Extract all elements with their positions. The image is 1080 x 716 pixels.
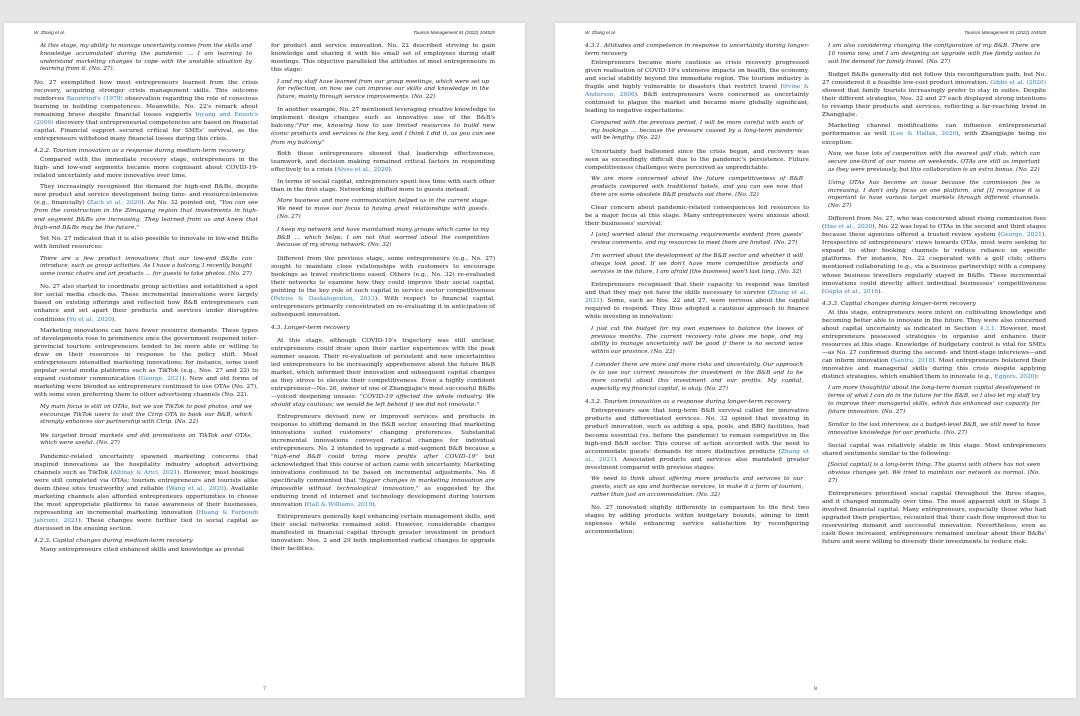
paragraph: Entrepreneurs saw that long-term B&B survival called for innovative products and differentiated services. No. 32 opined that investing in product innovation, such as adding a spa, pools, and BBQ facilities, had become essential (vs. before the pandemic) to remain competitive in the high-end B&B sector. This course of action accorded with the need to accommodate guests' demands for more distinctive products (Zhang et al., 2021). Associated products and services also mandated greater investment compared with previous stages: (585, 408, 809, 471)
citation-link[interactable]: Huang & Farboudi Jahromi, 2021 (34, 509, 258, 524)
paragraph: No. 27 also started to coordinate group activities and established a spot for social media check-ins. These incremental innovations were largely based on existing offerings and reflected how B&B entrepreneurs can enhance and set apart their products and services under disruptive conditions (Yu et al., 2020). (34, 284, 258, 323)
quote: Using OTAs has become an issue because the commission fee is increasing. I don't only focus on one platform, and [I] recognise it is important to have various target markets through different channels. (No. 27) (828, 179, 1040, 210)
quote: I am more thoughtful about the long-term human capital development in terms of what I can do in the future for the B&B, so I also let my staff try to improve their managerial skills, which has enhanced our capacity for future innovation. (No. 27) (828, 385, 1040, 415)
paragraph: for product and service innovation. No. 22 described striving to gain knowledge and sharing it with his small set of employees during staff meetings. This objective paralleled the attitudes of most entrepreneurs in this stage: (271, 43, 495, 74)
citation-link[interactable]: 4.3.1 (979, 325, 995, 332)
paragraph: Entrepreneurs devised new or improved services and products in response to shifting demand in the B&B sector, ensuring that marketing innovations suited customers' changing preferences. Substantial incremental innovations conveyed radical changes for individual entrepreneurs. No. 2 intended to upgrade a mid-segment B&B because a "high-end B&B could bring more profits after COVID-19" but acknowledged that this course of action came with uncertainty. Marketing innovations continued to be based on incremental adjustments. No. 8 specifically commented that "bigger changes in marketing innovation are impossible without technological innovation," as suggested by the enduring trend of internet and technology development during tourism innovation (Hall & Williams, 2019). (271, 413, 495, 509)
page-7 (4, 23, 525, 698)
paragraph: Many entrepreneurs cited enhanced skills and knowledge as pivotal (40, 546, 244, 553)
paragraph: Marketing innovations can have fewer resource demands. These types of developments rose to prominence once the government reopened inter-provincial tourism: entrepreneurs tended to be more able or willing to draw on their resources in response to the policy shift. Most entrepreneurs intensified marketing innovations; for instance, some used popular social media platforms such as TikTok (e.g., Nos. 27 and 22) to expand customer communication (George, 2021). New and old forms of marketing were blended as entrepreneurs continued to use OTAs (No. 27), with some even preferring them to other advertising channels (No. 22). (34, 328, 258, 399)
quote: I [am] worried about the increasing requirements evident from guests' review comments, and my resources to meet them are limited. (No. 27) (591, 232, 803, 247)
citation-link[interactable]: Gupta et al., 2016 (824, 288, 879, 295)
citation-link[interactable]: George, 2021 (140, 376, 183, 383)
running-header (34, 30, 495, 40)
paragraph: Different from the previous stage, some entrepreneurs (e.g., No. 27) sought to maintain close relationships with customers to encourage bookings as travel restrictions eased. Others (e.g., No. 32) re-evaluated their networks to examine how they could improve their social capital, pointing to the key role of such capital in service sector competitiveness (Petrou & Daskalopoulou, 2013). With respect to financial capital, entrepreneurs primarily concentrated on re-evaluating it in anticipation of subsequent innovation. (271, 255, 495, 318)
citation-link[interactable]: Hall & Williams, 2019 (306, 502, 373, 509)
section-heading: 4.3. Longer-term recovery (271, 324, 350, 331)
quote: Compared with the previous period, I will be more careful with each of my bookings … because the pressure caused by a long-term pandemic will be lengthy. (No. 22) (591, 119, 803, 142)
paragraph: Clear concern about pandemic-related consequences led resources to be a major focus at this stage. Many entrepreneurs were anxious about their businesses' survival: (585, 204, 809, 227)
section-heading: 4.2.2. Tourism innovation as a response during medium-term recovery (34, 147, 245, 154)
paragraph: Both these entrepreneurs showed that leadership effectiveness, teamwork, and decision making remained critical factors in responding effectively to a crisis (Alves et al., 2020). (271, 151, 495, 174)
paragraph: In another example, No. 27 mentioned leveraging creative knowledge to implement design changes such as innovative use of the B&B's balcony:"For me, knowing how to use limited resources to build new iconic products and services is the key, and I think I did it, as you can see from my balcony." (271, 107, 495, 146)
paragraph: Uncertainty had ballooned since the crisis began, and recovery was seen as exceedingly difficult due to the pandemic's persistence. Future competitiveness challenges were perceived as unpredictable: (585, 148, 809, 171)
section-heading: 4.3.1. Attitudes and competence in response to uncertainty during longer-term recovery (585, 43, 809, 58)
citation-link[interactable]: Zhang et al., 2021 (585, 448, 809, 463)
header-authors: W. Zhang et al. (585, 30, 616, 35)
paragraph: At this stage, although COVID-19's trajectory was still unclear, entrepreneurs could draw upon their earlier experiences with the peak summer season. Their re-evaluation of persistent and new uncertainties led entrepreneurs to be increasingly apprehensive about the future B&B market, which informed their innovation and subsequent capital changes as they strove to elevate their competitiveness. Even a highly confident entrepreneur—No. 26, owner of one of Zhangjiajie's most successful B&Bs—voiced deepening unease: "COVID-19 affected the whole industry. We should stay cautious; we would be left behind if we did not innovate." (271, 337, 495, 409)
paragraph: Yet No. 27 indicated that it is also possible to innovate in low-end B&Bs with limited resources: (34, 236, 258, 251)
quote: I keep my network and have maintained many groups which came to my B&B … which helps. I am not that worried about the competition because of my strong network. (No. 32) (277, 226, 489, 249)
paragraph: Pandemic-related uncertainty spawned marketing concerns that inspired innovations as the hospitality industry adopted advertising channels such as TikTok (Altinay & Arici, 2021). However, most bookings were still completed via OTAs; tourism entrepreneurs and tourists alike deem these sites trustworthy and reliable (Wang et al., 2020). Available marketing channels also afforded entrepreneurs opportunities to choose the most appropriate platforms to raise awareness of their businesses, representing an incremental marketing innovation (Huang & Farboudi Jahromi, 2021). These changes were further tied to social capital as discussed in the ensuing section. (34, 453, 259, 532)
quote: [Social capital] is a long-term thing. The guanxi with others has not seen obvious changes yet. We tried to maintain our network as normal. (No. 27) (828, 462, 1040, 484)
paragraph: At this stage, entrepreneurs were intent on cultivating knowledge and becoming better able to innovate in the future. They were also concerned about capital uncertainty as indicated in Section 4.3.1. However, most entrepreneurs possessed strategies to organise and enhance their resources at this stage. Knowledge of budgetary control is vital for SMEs—as No. 27 confirmed during the second- and third-stage interviews—and can inform innovation (Santra, 2018). Most entrepreneurs bolstered their innovative and managerial skills during this crisis despite applying distinct strategies, which enabled them to innovate (e.g., Eggers, 2020): (822, 309, 1046, 380)
citation-link[interactable]: Yu et al., 2020 (69, 316, 112, 323)
quote: We are more concerned about the future competitiveness of B&B products compared with traditional hotels, and you can see now that there are some obsolete B&B products out there. (No. 32) (591, 176, 803, 198)
paragraph: Entrepreneurs recognised that their capacity to respond was limited and that they may not have the skills necessary to survive (Zhang et al., 2021). Some, such as Nos. 22 and 27, were nervous about the capital required to respond. They thus adopted a cautious approach to finance while investing in innovation: (585, 282, 809, 321)
quote: We targeted broad markets and did promotions on TikTok and OTAs, which were useful. (No. 27) (40, 432, 252, 447)
citation-link[interactable]: Santra, 2018 (893, 357, 933, 364)
paragraph: Entrepreneurs became more cautious as crisis recovery progressed given realisation of COVID-19's extensive impacts on health, the economy, and social stability beyond the immediate region. The tourism industry is fragile and highly vulnerable to disasters that restrict travel (Irvine & Anderson, 2006). B&B entrepreneurs were concerned as uncertainty continued to plague the market and became more globally significant, leading to negative expectations: (585, 60, 809, 115)
paragraph: Entrepreneurs generally kept enhancing certain management skills, and their social networks remained solid. However, considerable changes manifested in financial capital through greater investment in product innovation: Nos. 2 and 29 both implemented radical changes to upgrade their facilities. (271, 513, 495, 552)
citation-link[interactable]: Alves et al., 2020 (336, 167, 389, 174)
quote: I'm worried about the development of the B&B sector and whether it will always look good. If we don't have more competitive products and services in the future, I am afraid [the business] won't last long. (No. 32) (591, 253, 803, 275)
paragraph: Budget B&Bs generally did not follow this reconfiguration path, but No. 27 considered it a feasible low-cost product innovation. Gibbs et al. (2020) showed that family tourists increasingly prefer to stay in suites. Despite their different strategies, Nos. 32 and 27 each displayed strong intentions to revamp their products and services, reflecting a far-reaching trend in Zhangjiajie. (822, 71, 1046, 118)
paragraph: Social capital was relatively stable in this stage. Most entrepreneurs shared sentiments similar to the following: (822, 442, 1046, 457)
page-number: 7 (262, 686, 267, 692)
header-authors: W. Zhang et al. (34, 30, 65, 35)
citation-link[interactable]: George, 2021 (1000, 232, 1042, 239)
quote: Similar to the last interview, as a budget-level B&B, we still need to have innovative knowledge for our products. (No. 27) (828, 421, 1040, 436)
paragraph: Compared with the immediate recovery stage, entrepreneurs in the high- and low-end segments became more cognisant about COVID-19-related uncertainty and more innovative over time. (34, 156, 258, 179)
quote: There are a few product innovations that our low-end B&Bs can introduce, such as group activities. As I have a balcony, I recently bought some iconic chairs and art products … for guests to take photos. (No. 27) (40, 255, 252, 278)
quote: I and my staff have learned from our group meetings, which were set up for reflection, on how we can improve our skills and knowledge in the future, mainly through service improvements. (No. 22) (277, 78, 489, 101)
quote: At this stage, my ability to manage uncertainty comes from the skills and knowledge accumulated during the pandemic … I am learning to understand marketing changes to cope with the unstable situation by learning from it. (No. 27). (40, 43, 252, 73)
page-8 (555, 23, 1076, 698)
citation-link[interactable]: Hao et al., 2020 (824, 224, 873, 231)
column-left (34, 42, 258, 557)
citation-link[interactable]: Lee & Hallak, 2020 (892, 131, 957, 138)
section-heading: 4.3.3. Capital changes during longer-term recovery (822, 300, 976, 307)
quote: I just cut the budget for my own expenses to balance the losses of previous months. The current recovery rate gives me hope, and my ability to manage uncertainty will be good if there is no second wave within our province. (No. 22) (591, 325, 803, 356)
citation-link[interactable]: Gibbs et al. (2020) (990, 79, 1046, 86)
citation-link[interactable]: Inyang and Enuoh's (2009) (34, 111, 258, 126)
paragraph: Entrepreneurs prioritised social capital throughout the three stages, and it changed minimally over time. The most apparent shift in Stage 3 involved financial capital. Many entrepreneurs, especially those who had upgraded their properties, recounted that their cash flow improved due to reservoiring demand and successful innovation. Nevertheless, even as cash flows increased, entrepreneurs remained unclear about their B&Bs' future and were willing to diversify their investments to reduce risk: (822, 491, 1046, 546)
quote: Now, we have lots of cooperation with the nearest golf club, which can secure one-third of our rooms on weekends. OTAs are still as important as they were previously, but this collaboration is an extra bonus. (No. 22) (828, 151, 1040, 173)
paragraph: No. 27 innovated slightly differently in comparison to the first two stages by adding products within budgetary bounds, aiming to limit expenses while enhancing service satisfaction by reconfiguring accommodation: (585, 504, 809, 535)
citation-link[interactable]: Zach et al., 2020 (89, 200, 142, 207)
header-journal: Tourism Management 91 (2022) 104525 (413, 30, 495, 35)
section-heading: 4.2.3. Capital changes during medium-term recovery (34, 537, 193, 544)
paragraph: No. 27 exemplified how most entrepreneurs learned from the crisis recovery, acquiring stronger crisis management skills. This outcome reinforces Baumrind's (1978) observation regarding the role of conscious learning in building competences. Meanwhile, No. 22's remark about remaining brave despite financial losses supports Inyang and Enuoh's (2009) discovery that entrepreneurial competencies are based on financial capital. Financial support secured critical for SMEs' survival, as the entrepreneurs withstood many financial losses during this crisis. (34, 79, 259, 142)
citation-link[interactable]: Irvine & Anderson, 2006 (585, 84, 809, 99)
citation-link[interactable]: Petrou & Daskalopoulou, 2013 (273, 295, 375, 302)
running-header (585, 30, 1046, 40)
page-number: 8 (813, 686, 818, 692)
citation-link[interactable]: Baumrind's (1978) (66, 95, 123, 102)
quote: My main focus is still on OTAs, but we use TikTok to post photos, and we encourage TikTok users to visit the Ctrip OTA to book our B&B, which strongly enhances our partnership with Ctrip. (No. 22) (40, 403, 252, 426)
header-journal: Tourism Management 91 (2022) 104525 (964, 30, 1046, 35)
citation-link[interactable]: Altinay & Arici, 2021 (112, 469, 178, 476)
column-right (271, 42, 495, 556)
column-right (822, 42, 1046, 550)
paragraph: They increasingly recognised the demand for high-end B&Bs, despite new product and service development being time- and resource-intensive (e.g., financially) (Zach et al., 2020). As No. 32 pointed out, "You can see from the construction in the Zimugang region that investments in high-end segment B&Bs are increasing. They learned from us and knew that high-end B&Bs may be the future." (34, 184, 258, 231)
citation-link[interactable]: Wang et al., 2020 (168, 485, 224, 492)
quote: I consider there are more and more risks and uncertainty. Our approach is to use our current resources for investment in the B&B and to be more careful about this investment and our profits. My capital, especially my financial capital, is okay. (No. 27) (591, 362, 803, 392)
paragraph: In terms of social capital, entrepreneurs spent less time with each other than in the first stage. Networking shifted more to guests instead. (271, 178, 495, 193)
quote: More business and more communication helped us in the current stage. We need to move our focus to having great relationships with guests. (No. 27) (277, 198, 489, 220)
citation-link[interactable]: Zhang et al., 2021 (585, 290, 809, 305)
section-heading: 4.3.2. Tourism innovation as a response during longer-term recovery (585, 399, 791, 406)
paragraph: Different from No. 27, who was concerned about rising commission fees (Hao et al., 2020), No. 22 was loyal to OTAs in the second and third stages because these agencies offered a trusted review system (George, 2021). Irrespective of entrepreneurs' views towards OTAs, most were seeking to expand to other booking channels to reduce reliance on specific platforms. For instance, No. 22 cooperated with a golf club; others mentioned collaborating (e.g., via a business partnership) with a company whose business travellers regularly stayed in B&Bs. These incremental innovations could directly affect individual businesses' competitiveness (Gupta et al., 2016). (822, 216, 1046, 295)
quote: We need to think about offering more products and services to our guests, such as spa and barbecue services, to make it a form of tourism, rather than just an accommodation. (No. 32) (591, 476, 803, 498)
citation-link[interactable]: Eggers, 2020 (994, 373, 1035, 380)
quote: I am also considering changing the configuration of my B&B. There are 10 rooms now, and I am designing an upgrade with five family suites to suit the demand for family travel. (No. 27) (828, 43, 1040, 65)
column-left (585, 42, 809, 540)
paragraph: Marketing channel modifications can influence entrepreneurial performance as well (Lee & Hallak, 2020), with Zhangjiajie being no exception: (822, 123, 1046, 146)
